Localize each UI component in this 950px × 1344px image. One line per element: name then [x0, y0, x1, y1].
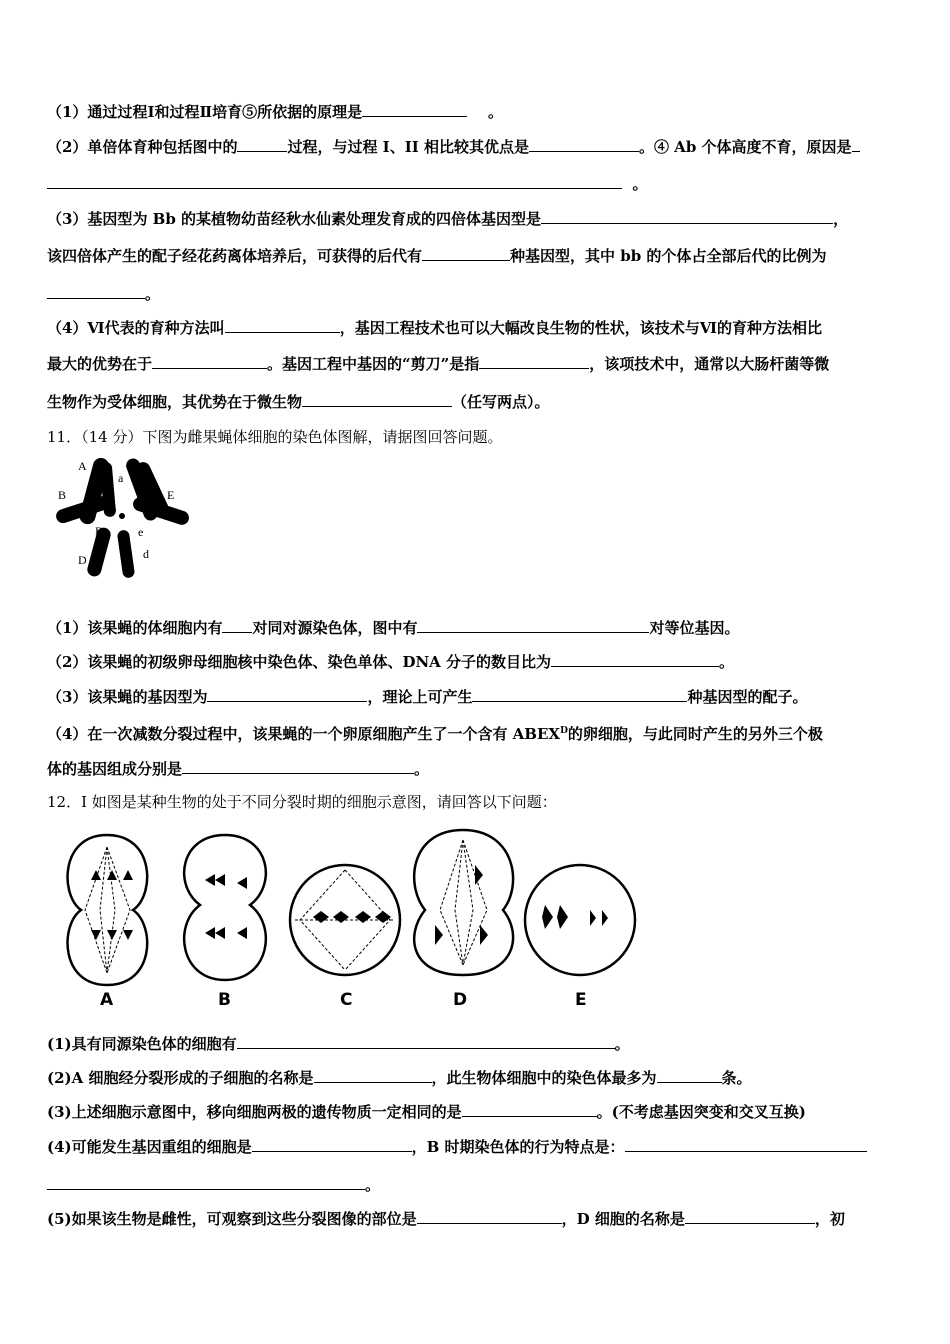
answer-blank[interactable] — [237, 1033, 615, 1049]
text: ，此生物体细胞中的染色体最多为 — [431, 1069, 657, 1087]
text: 。基因工程中基因的“剪刀”是指 — [267, 355, 480, 373]
text: 对等位基因。 — [649, 619, 740, 637]
text: （3）基因型为 Bb 的某植物幼苗经秋水仙素处理发育成的四倍体基因型是 — [47, 210, 542, 228]
text: 条。 — [721, 1069, 752, 1087]
text: （任写两点）。 — [452, 393, 550, 411]
answer-blank[interactable] — [222, 617, 252, 633]
q12-part5 — [47, 1208, 910, 1230]
cell-A-outline — [68, 835, 148, 985]
text: 。 — [365, 1176, 381, 1194]
answer-blank[interactable] — [625, 1136, 867, 1152]
text: ，B 时期染色体的行为特点是： — [411, 1138, 625, 1156]
q11-part2 — [47, 651, 910, 673]
answer-blank[interactable] — [152, 353, 267, 369]
cell-E-outline — [525, 865, 635, 975]
q11-part1 — [47, 617, 910, 639]
superscript: D — [560, 726, 568, 736]
text: 。 — [632, 175, 648, 193]
answer-blank[interactable] — [47, 173, 622, 189]
text: (4)可能发生基因重组的细胞是 — [47, 1138, 252, 1156]
answer-blank[interactable] — [417, 1208, 562, 1224]
cell-B-outline — [184, 835, 266, 980]
q10-part3 — [47, 208, 910, 230]
answer-blank[interactable] — [422, 245, 510, 261]
gene-label: B — [58, 488, 67, 502]
answer-blank[interactable] — [207, 686, 367, 702]
answer-blank[interactable] — [182, 758, 414, 774]
text: 。 — [488, 103, 504, 121]
text: 生物作为受体细胞，其优势在于微生物 — [47, 393, 303, 411]
answer-blank[interactable] — [462, 1101, 597, 1117]
text: ，该项技术中，通常以大肠杆菌等微 — [589, 355, 830, 373]
text: 。 — [145, 285, 161, 303]
text: 过程，与过程 I、II 相比较其优点是 — [287, 138, 529, 156]
text: （4）在一次减数分裂过程中，该果蝇的一个卵原细胞产生了一个含有 ABEX — [47, 725, 561, 743]
text: 。 — [719, 653, 735, 671]
gene-label: d — [143, 547, 149, 561]
answer-blank[interactable] — [225, 317, 340, 333]
text: ，理论上可产生 — [367, 688, 473, 706]
answer-blank[interactable] — [685, 1208, 815, 1224]
gene-label: a — [118, 471, 124, 485]
text: ， — [833, 210, 849, 228]
q11-part4 — [47, 720, 910, 745]
cell-label: D — [453, 990, 468, 1010]
text: （2）单倍体育种包括图中的 — [47, 138, 238, 156]
answer-blank[interactable] — [472, 686, 687, 702]
q12-title: 12．I 如图是某种生物的处于不同分裂时期的细胞示意图，请回答以下问题： — [47, 793, 557, 811]
q10-part2 — [47, 136, 910, 158]
text: 种基因型的配子。 — [687, 688, 808, 706]
chromosome-d — [117, 529, 136, 578]
q10-part4-line3 — [47, 391, 910, 413]
text: ，初 — [814, 1210, 845, 1228]
text: 体的基因组成分别是 — [47, 760, 183, 778]
answer-blank[interactable] — [47, 1174, 365, 1190]
gene-label: D — [78, 553, 87, 567]
gene-label: A — [78, 459, 87, 473]
gene-label: e — [138, 525, 144, 539]
text: 的卵细胞，与此同时产生的另外三个极 — [567, 725, 823, 743]
q10-part4 — [47, 317, 910, 339]
text: （4）Ⅵ代表的育种方法叫 — [47, 319, 225, 337]
answer-blank[interactable] — [417, 617, 649, 633]
answer-blank[interactable] — [252, 1136, 412, 1152]
cell-label: B — [218, 990, 231, 1010]
dot-chromosome — [119, 513, 125, 519]
cell-D-outline — [414, 830, 513, 975]
text: 对同对源染色体，图中有 — [252, 619, 418, 637]
dot-chromosome — [110, 507, 116, 513]
chromosomes — [91, 865, 608, 945]
gene-label: B — [95, 524, 104, 538]
text: 种基因型，其中 bb 的个体占全部后代的比例为 — [510, 247, 827, 265]
answer-blank[interactable] — [47, 283, 145, 299]
answer-blank[interactable] — [551, 651, 719, 667]
answer-blank[interactable] — [479, 353, 589, 369]
q11-title: 11．（14 分）下图为雌果蝇体细胞的染色体图解，请据图回答问题。 — [47, 428, 503, 446]
answer-blank[interactable] — [237, 136, 287, 152]
answer-blank[interactable] — [852, 136, 860, 152]
answer-blank[interactable] — [314, 1067, 432, 1083]
answer-blank[interactable] — [362, 101, 467, 117]
answer-blank[interactable] — [302, 391, 452, 407]
text: (3)上述细胞示意图中，移向细胞两极的遗传物质一定相同的是 — [47, 1103, 462, 1121]
text: 。④ Ab 个体高度不育，原因是 — [638, 138, 852, 156]
q12-part3 — [47, 1101, 910, 1123]
text: （2）该果蝇的初级卵母细胞核中染色体、染色单体、DNA 分子的数目比为 — [47, 653, 552, 671]
text: (1)具有同源染色体的细胞有 — [47, 1035, 237, 1053]
text: (5)如果该生物是雌性，可观察到这些分裂图像的部位是 — [47, 1210, 417, 1228]
text: 。 — [414, 760, 430, 778]
text: 最大的优势在于 — [47, 355, 153, 373]
q10-part1 — [47, 101, 910, 123]
text: ，基因工程技术也可以大幅改良生物的性状，该技术与Ⅵ的育种方法相比 — [339, 319, 822, 337]
cell-label: E — [575, 990, 587, 1010]
text: 该四倍体产生的配子经花药离体培养后，可获得的后代有 — [47, 247, 423, 265]
gene-label: E — [167, 488, 175, 502]
text: (2)A 细胞经分裂形成的子细胞的名称是 — [47, 1069, 314, 1087]
answer-blank[interactable] — [529, 136, 639, 152]
text: ，D 细胞的名称是 — [561, 1210, 685, 1228]
cell-division-figure — [55, 825, 645, 1010]
q10-part3-line2 — [47, 245, 910, 267]
q12-part2 — [47, 1067, 910, 1089]
text: 。(不考虑基因突变和交叉互换) — [596, 1103, 806, 1121]
q12-part4 — [47, 1136, 910, 1158]
q10-part4-line2 — [47, 353, 910, 375]
q10-part3-line3 — [47, 283, 910, 305]
text: （1）该果蝇的体细胞内有 — [47, 619, 223, 637]
cell-label: C — [340, 990, 353, 1010]
q11-part3 — [47, 686, 910, 708]
q12-part4-line2 — [47, 1174, 910, 1196]
text: （1）通过过程Ⅰ和过程Ⅱ培育⑤所依据的原理是 — [47, 103, 363, 121]
text: 。 — [614, 1035, 630, 1053]
answer-blank[interactable] — [657, 1067, 722, 1083]
fruit-fly-chromosome-figure — [50, 452, 190, 582]
q12-part1 — [47, 1033, 910, 1055]
text: （3）该果蝇的基因型为 — [47, 688, 208, 706]
q10-part2-cont — [47, 173, 910, 195]
cell-label: A — [100, 990, 114, 1010]
answer-blank[interactable] — [541, 208, 833, 224]
q11-part4-line2 — [47, 758, 910, 780]
